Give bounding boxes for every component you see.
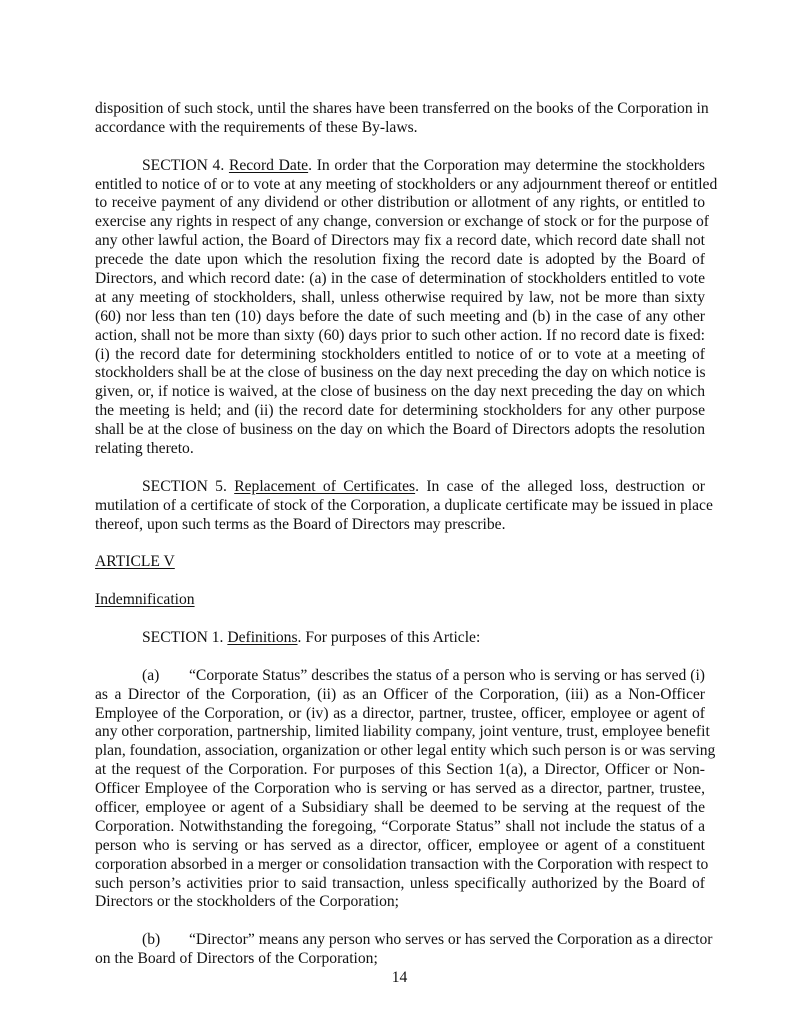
paragraph [95, 931, 713, 969]
paragraph [95, 553, 705, 572]
text-span: . In order that the Corporation may determine the stockholders [308, 156, 705, 174]
item-label: (b) [142, 931, 161, 949]
text-span: SECTION 5. [142, 477, 235, 495]
text-span: SECTION 4. [142, 156, 229, 174]
text-line: Directors or the stockholders of the Corporation; [95, 893, 400, 911]
text-line: Officer Employee of the Corporation who is serving or has served as a director, partner, trustee, [95, 780, 705, 798]
text-line: officer, employee or agent of a Subsidiary shall be deemed to be serving at the request of the [95, 798, 705, 816]
text-line: Corporation. Notwithstanding the foregoing, “Corporate Status” shall not include the status of a [95, 817, 705, 835]
paragraph [95, 591, 705, 610]
text-line: relating thereto. [95, 440, 194, 458]
paragraph [95, 666, 716, 913]
text-line [95, 629, 705, 648]
text-line: thereof, upon such terms as the Board of Directors may prescribe. [95, 515, 506, 533]
text-line: such person’s activities prior to said transaction, unless specifically authorized by the Board of [95, 874, 705, 892]
text-line [95, 478, 705, 497]
text-line: any other lawful action, the Board of Directors may fix a record date, which record date shall not [95, 232, 705, 250]
text-line: given, or, if notice is waived, at the close of business on the day next preceding the day on which [95, 383, 705, 401]
text-line: entitled to notice of or to vote at any meeting of stockholders or any adjournment thereof or entitled [95, 175, 718, 193]
underlined-heading: Indemnification [95, 591, 195, 609]
text-line: at the request of the Corporation. For purposes of this Section 1(a), a Director, Officer or Non- [95, 761, 705, 779]
paragraph [95, 477, 713, 535]
text-span: “Corporate Status” describes the status of a person who is serving or has served (i) [189, 666, 705, 684]
text-line: on the Board of Directors of the Corporation; [95, 950, 378, 968]
text-line: precede the date upon which the resolution fixing the record date is adopted by the Board of [95, 251, 705, 269]
text-line: (60) nor less than ten (10) days before the date of such meeting and (b) in the case of any other [95, 307, 705, 325]
text-span: “Director” means any person who serves or has served the Corporation as a director [189, 931, 713, 949]
text-line: to receive payment of any dividend or other distribution or allotment of any rights, or entitled to [95, 194, 705, 212]
text-line [95, 667, 705, 686]
text-line: (i) the record date for determining stockholders entitled to notice of or to vote at a meeting of [95, 345, 705, 363]
text-line: plan, foundation, association, organization or other legal entity which such person is or was serving [95, 742, 716, 760]
text-line: shall be at the close of business on the day on which the Board of Directors adopts the resolution [95, 421, 705, 439]
underlined-heading: Definitions [227, 628, 298, 646]
text-line: action, shall not be more than sixty (60) days prior to such other action. If no record date is fixed: [95, 326, 705, 344]
text-line: exercise any rights in respect of any change, conversion or exchange of stock or for the purpose of [95, 213, 709, 231]
text-span: . In case of the alleged loss, destruction or [415, 477, 705, 495]
text-line: person who is serving or has served as a director, officer, employee or agent of a constituent [95, 836, 705, 854]
text-line: Directors, and which record date: (a) in the case of determination of stockholders entitled to vote [95, 270, 705, 288]
underlined-heading: ARTICLE V [95, 553, 175, 571]
text-line: at any meeting of stockholders, shall, unless otherwise required by law, not be more than sixty [95, 288, 705, 306]
text-line: Employee of the Corporation, or (iv) as a director, partner, trustee, officer, employee or agent of [95, 704, 705, 722]
text-line: as a Director of the Corporation, (ii) as an Officer of the Corporation, (iii) as a Non-Officer [95, 685, 705, 703]
text-span: . For purposes of this Article: [297, 628, 481, 646]
text-line: accordance with the requirements of these By-laws. [95, 118, 418, 136]
paragraph [95, 100, 709, 138]
paragraph [95, 156, 718, 459]
text-line: corporation absorbed in a merger or consolidation transaction with the Corporation with respect to [95, 855, 709, 873]
paragraph [95, 629, 705, 648]
text-line: disposition of such stock, until the shares have been transferred on the books of the Corporation in [95, 100, 709, 117]
underlined-heading: Replacement of Certificates [234, 477, 416, 495]
item-label: (a) [142, 666, 160, 684]
page-number: 14 [391, 969, 408, 986]
text-line [95, 157, 705, 176]
text-line: stockholders shall be at the close of business on the day next preceding the day on which notice is [95, 364, 706, 382]
text-line: any other corporation, partnership, limited liability company, joint venture, trust, employee benefit [95, 723, 710, 741]
text-line [95, 591, 705, 610]
text-line: the meeting is held; and (ii) the record date for determining stockholders for any other purpose [95, 402, 705, 420]
document-body [95, 100, 718, 988]
text-span: SECTION 1. [142, 628, 228, 646]
underlined-heading: Record Date [228, 156, 309, 174]
text-line: mutilation of a certificate of stock of the Corporation, a duplicate certificate may be issued in place [95, 496, 713, 514]
text-line [95, 931, 713, 950]
text-line [95, 553, 705, 572]
